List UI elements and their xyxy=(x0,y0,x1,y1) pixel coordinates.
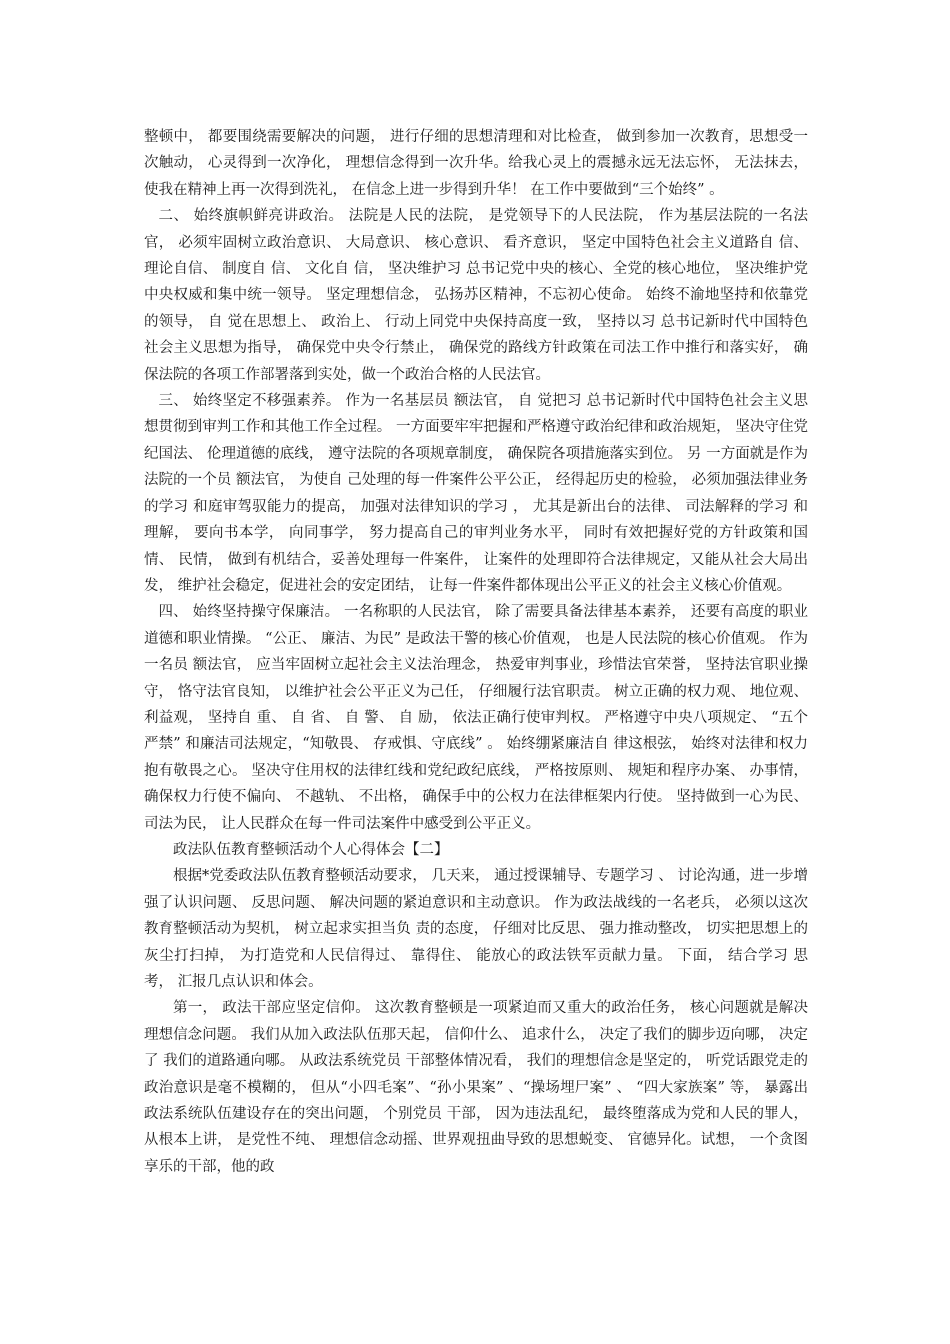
paragraph-point-two: 二、 始终旗帜鲜亮讲政治。 法院是人民的法院， 是党领导下的人民法院， 作为基层法院的一名法官， 必须牢固树立政治意识、 大局意识、 核心意识、 看齐意识， 坚定中国特色社会主义道路自 信、 理论自信、 制度自 信、 文化自 信， 坚决维护习 总书记党中央的核心、全党的核心地位， 坚决维护党中央权威和集中统一领导。 坚定理想信念， 弘扬苏区精神，不忘初心使命。 始终不渝地坚持和依靠党的领导， 自 觉在思想上、 政治上、 行动上同党中央保持高度一致， 坚持以习 总书记新时代中国特色社会主义思想为指导， 确保党中央令行禁止， 确保党的路线方针政策在司法工作中推行和落实好， 确保法院的各项工作部署落到实处，做一个政治合格的人民法官。 xyxy=(144,208,808,383)
section-title: 政法队伍教育整顿活动个人心得体会【二】 xyxy=(173,841,449,858)
paragraph-point-four: 四、 始终坚持操守保廉洁。 一名称职的人民法官， 除了需要具备法律基本素养， 还要有高度的职业道德和职业情操。 “公正、 廉洁、为民” 是政法干警的核心价值观， 也是人民法院的核心价值观。 作为一名员 额法官， 应当牢固树立起社会主义法治理念， 热爱审判事业，珍惜法官荣誉， 坚持法官职业操守， 恪守法官良知， 以维护社会公平正义为己任， 仔细履行法官职责。 树立正确的权力观、 地位观、 利益观， 坚持自 重、 自 省、 自 警、 自 励， 依法正确行使审判权。 严格遵守中央八项规定、 “五个严禁” 和廉洁司法规定，“知敬畏、 存戒惧、守底线” 。 始终绷紧廉洁自 律这根弦， 始终对法律和权力抱有敬畏之心。 坚决守住用权的法律红线和党纪政纪底线， 严格按原则、 规矩和程序办案、 办事情，确保权力行使不偏向、 不越轨、 不出格， 确保手中的公权力在法律框架内行使。 坚持做到一心为民、 司法为民， 让人民群众在每一件司法案件中感受到公平正义。 xyxy=(144,604,808,832)
document-page xyxy=(144,124,808,1180)
paragraph-first-point: 第一， 政法干部应坚定信仰。 这次教育整顿是一项紧迫而又重大的政治任务， 核心问题就是解决理想信念问题。 我们从加入政法队伍那天起， 信仰什么、 追求什么， 决定了我们的脚步迈向哪， 决定了 我们的道路通向哪。 从政法系统党员 干部整体情况看， 我们的理想信念是坚定的， 听党话跟党走的政治意识是毫不模糊的， 但从“小四毛案”、“孙小果案” 、“操场埋尸案” 、 “四大家族案” 等， 暴露出政法系统队伍建设存在的突出问题， 个别党员 干部， 因为违法乱纪， 最终堕落成为党和人民的罪人， 从根本上讲， 是党性不纯、 理想信念动摇、世界观扭曲导致的思想蜕变、 官德异化。试想， 一个贪图享乐的干部，他的政 xyxy=(144,1000,808,1175)
paragraph-point-three: 三、 始终坚定不移强素养。 作为一名基层员 额法官， 自 觉把习 总书记新时代中国特色社会主义思想贯彻到审判工作和其他工作全过程。 一方面要牢牢把握和严格遵守政治纪律和政治规矩， 坚决守住党纪国法、 伦理道德的底线， 遵守法院的各项规章制度， 确保院各项措施落实到位。 另 一方面就是作为法院的一个员 额法官， 为使自 己处理的每一件案件公平公正， 经得起历史的检验， 必须加强法律业务的学习 和庭审驾驭能力的提高， 加强对法律知识的学习 ， 尤其是新出台的法律、 司法解释的学习 和理解， 要向书本学， 向同事学， 努力提高自己的审判业务水平， 同时有效把握好党的方针政策和国情、 民情， 做到有机结合，妥善处理每一件案件， 让案件的处理即符合法律规定，又能从社会大局出发， 维护社会稳定，促进社会的安定团结， 让每一件案件都体现出公平正义的社会主义核心价值观。 xyxy=(144,393,808,594)
paragraph-intro: 根据*党委政法队伍教育整顿活动要求， 几天来， 通过授课辅导、专题学习 、 讨论沟通，进一步增强了认识问题、 反思问题、 解决问题的紧迫意识和主动意识。 作为政法战线的一名老兵， 必须以这次教育整顿活动为契机， 树立起求实担当负 责的态度， 仔细对比反思、 强力推动整改， 切实把思想上的灰尘打扫掉， 为打造党和人民信得过、 靠得住、 能放心的政法铁军贡献力量。 下面， 结合学习 思考， 汇报几点认识和体会。 xyxy=(144,868,808,990)
paragraph-continuation: 整顿中， 都要围绕需要解决的问题， 进行仔细的思想清理和对比检查， 做到参加一次教育，思想受一次触动， 心灵得到一次净化， 理想信念得到一次升华。给我心灵上的震撼永远无法忘怀， 无法抹去， 使我在精神上再一次得到洗礼， 在信念上进一步得到升华！ 在工作中要做到“三个始终” 。 xyxy=(144,129,808,198)
